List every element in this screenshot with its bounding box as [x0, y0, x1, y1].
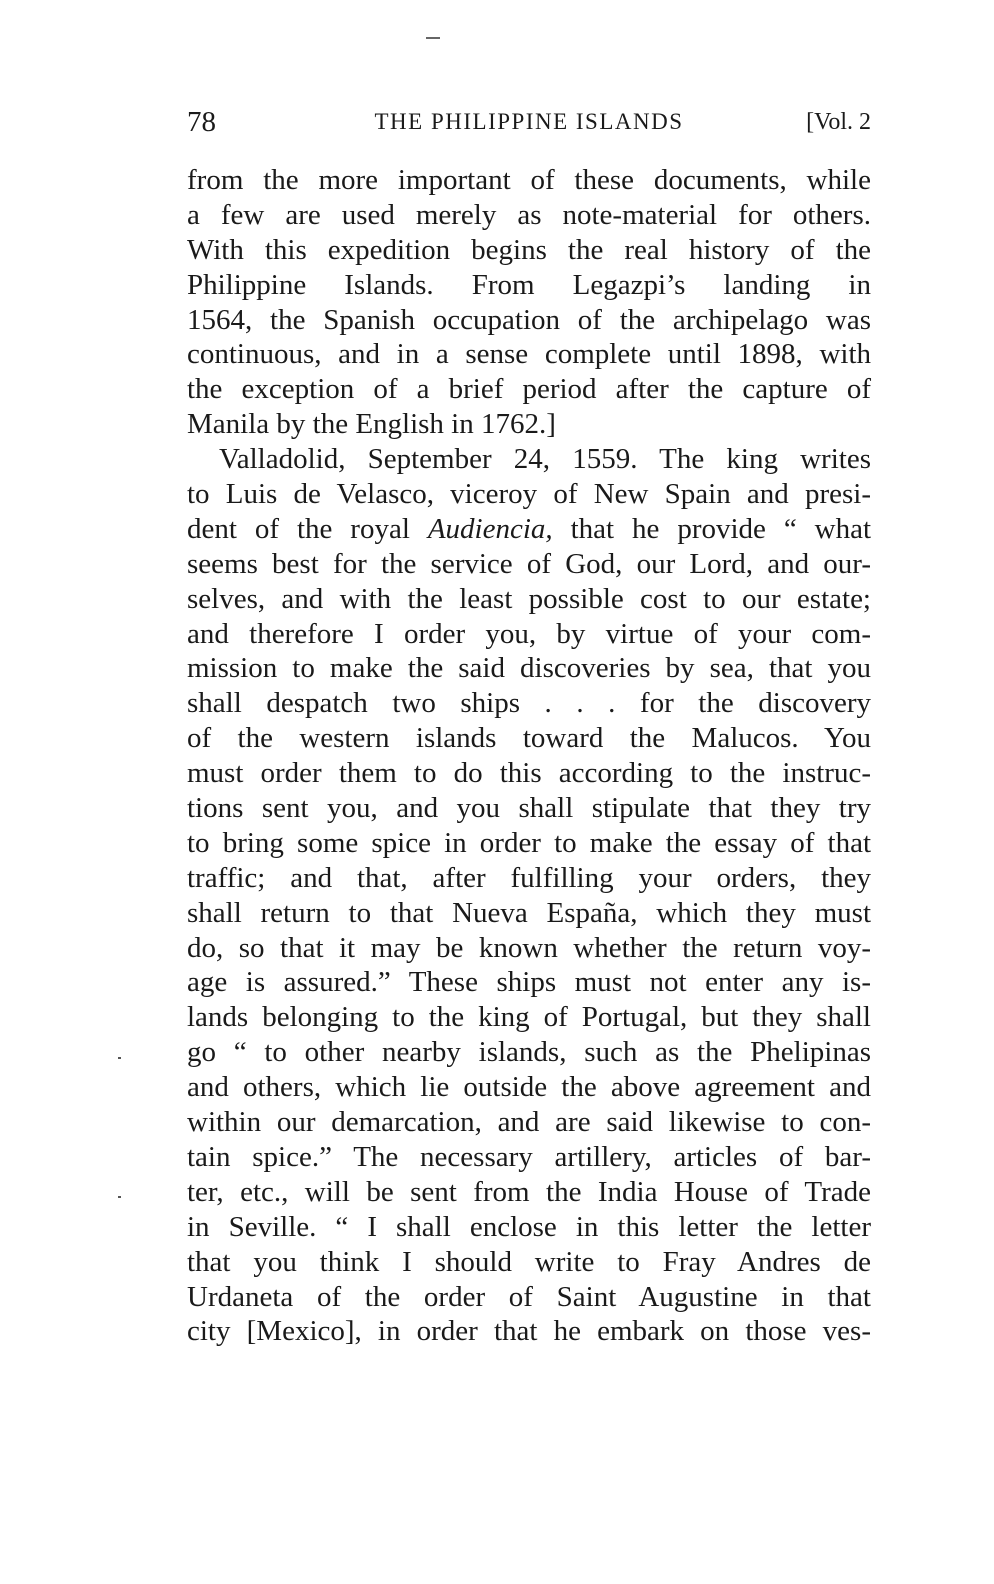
text-line: age is assured.” These ships must not enter any is- [187, 966, 871, 999]
running-title: THE PHILIPPINE ISLANDS [374, 109, 684, 134]
text-line: the exception of a brief period after the capture of [187, 373, 871, 406]
text-line: With this expedition begins the real history of the [187, 233, 871, 266]
page-header [187, 104, 871, 140]
text-line: lands belonging to the king of Portugal, but they shall [187, 1001, 871, 1034]
text-line: ter, etc., will be sent from the India House of Trade [187, 1175, 871, 1208]
scan-mark [426, 37, 440, 39]
text-line: shall despatch two ships . . . for the discovery [187, 687, 871, 720]
scan-speck [118, 1057, 121, 1059]
text-line: city [Mexico], in order that he embark on those ves- [187, 1315, 871, 1348]
text-line: 1564, the Spanish occupation of the archipelago was [187, 303, 871, 336]
text-line: seems best for the service of God, our Lord, and our- [187, 547, 871, 580]
text-line: tain spice.” The necessary artillery, articles of bar- [187, 1140, 871, 1173]
page-number: 78 [187, 106, 216, 138]
text-line: shall return to that Nueva España, which they must [187, 896, 871, 929]
text-line: from the more important of these documents, while [187, 164, 871, 196]
text-line-with-italic [187, 512, 871, 547]
text-line: do, so that it may be known whether the return voy- [187, 931, 871, 964]
text-line: continuous, and in a sense complete until 1898, with [187, 338, 871, 371]
text-line: selves, and with the least possible cost to our estate; [187, 582, 871, 615]
text-line: that you think I should write to Fray Andres de [187, 1245, 871, 1278]
text-line: and therefore I order you, by virtue of your com- [187, 617, 871, 650]
text-line: a few are used merely as note-material for others. [187, 198, 871, 231]
paragraph-start-line: Valladolid, September 24, 1559. The king writes [219, 443, 871, 476]
text-line: must order them to do this according to the instruc- [187, 757, 871, 790]
italic-term-audiencia: Audiencia, [427, 512, 553, 545]
text-line: Philippine Islands. From Legazpi’s landing in [187, 268, 871, 301]
text-line: mission to make the said discoveries by sea, that you [187, 652, 871, 685]
text-line: of the western islands toward the Malucos. You [187, 722, 871, 755]
scan-speck [118, 1196, 121, 1198]
text-line: and others, which lie outside the above agreement and [187, 1071, 871, 1104]
text-line: to Luis de Velasco, viceroy of New Spain and presi- [187, 478, 871, 511]
text-line: traffic; and that, after fulfilling your orders, they [187, 861, 871, 894]
text-line: in Seville. “ I shall enclose in this letter the letter [187, 1210, 871, 1243]
text-line: Urdaneta of the order of Saint Augustine in that [187, 1280, 871, 1313]
text-segment: dent of the royal [187, 512, 410, 545]
text-line: to bring some spice in order to make the essay of that [187, 826, 871, 859]
text-line: tions sent you, and you shall stipulate that they try [187, 792, 871, 825]
text-line: go “ to other nearby islands, such as the Phelipinas [187, 1036, 871, 1069]
text-segment: that he provide “ what [570, 512, 872, 545]
text-line: Manila by the English in 1762.] [187, 408, 556, 441]
text-line: within our demarcation, and are said likewise to con- [187, 1106, 871, 1139]
volume-label: [Vol. 2 [806, 109, 871, 135]
body-text [187, 163, 871, 1349]
